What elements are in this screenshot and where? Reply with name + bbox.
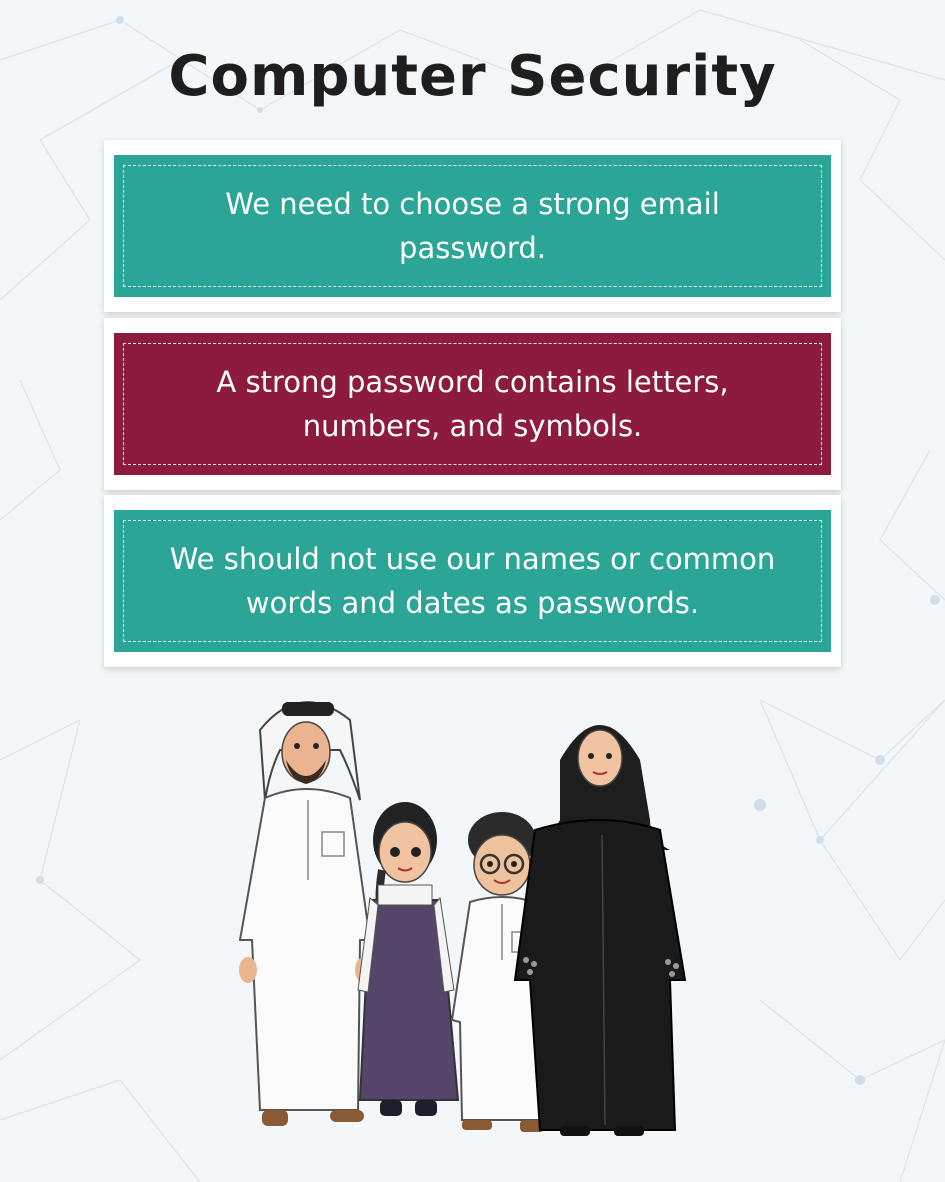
- tip-card-2: [104, 318, 841, 490]
- tip-card-3-text: We should not use our names or common words and dates as passwords.: [169, 542, 776, 620]
- tip-card-2-text: A strong password contains letters, numbers, and symbols.: [216, 365, 729, 443]
- family-illustration: [230, 680, 700, 1150]
- tip-card-1: [104, 140, 841, 312]
- tip-card-3-panel: [114, 510, 831, 652]
- tip-card-3: [104, 495, 841, 667]
- tip-card-1-panel: [114, 155, 831, 297]
- daughter-figure: [358, 802, 458, 1116]
- mother-figure: [515, 725, 685, 1136]
- father-figure: [239, 702, 373, 1126]
- tip-card-1-text: We need to choose a strong email password.: [225, 187, 720, 265]
- page-title: Computer Security: [168, 44, 777, 109]
- tip-card-2-panel: [114, 333, 831, 475]
